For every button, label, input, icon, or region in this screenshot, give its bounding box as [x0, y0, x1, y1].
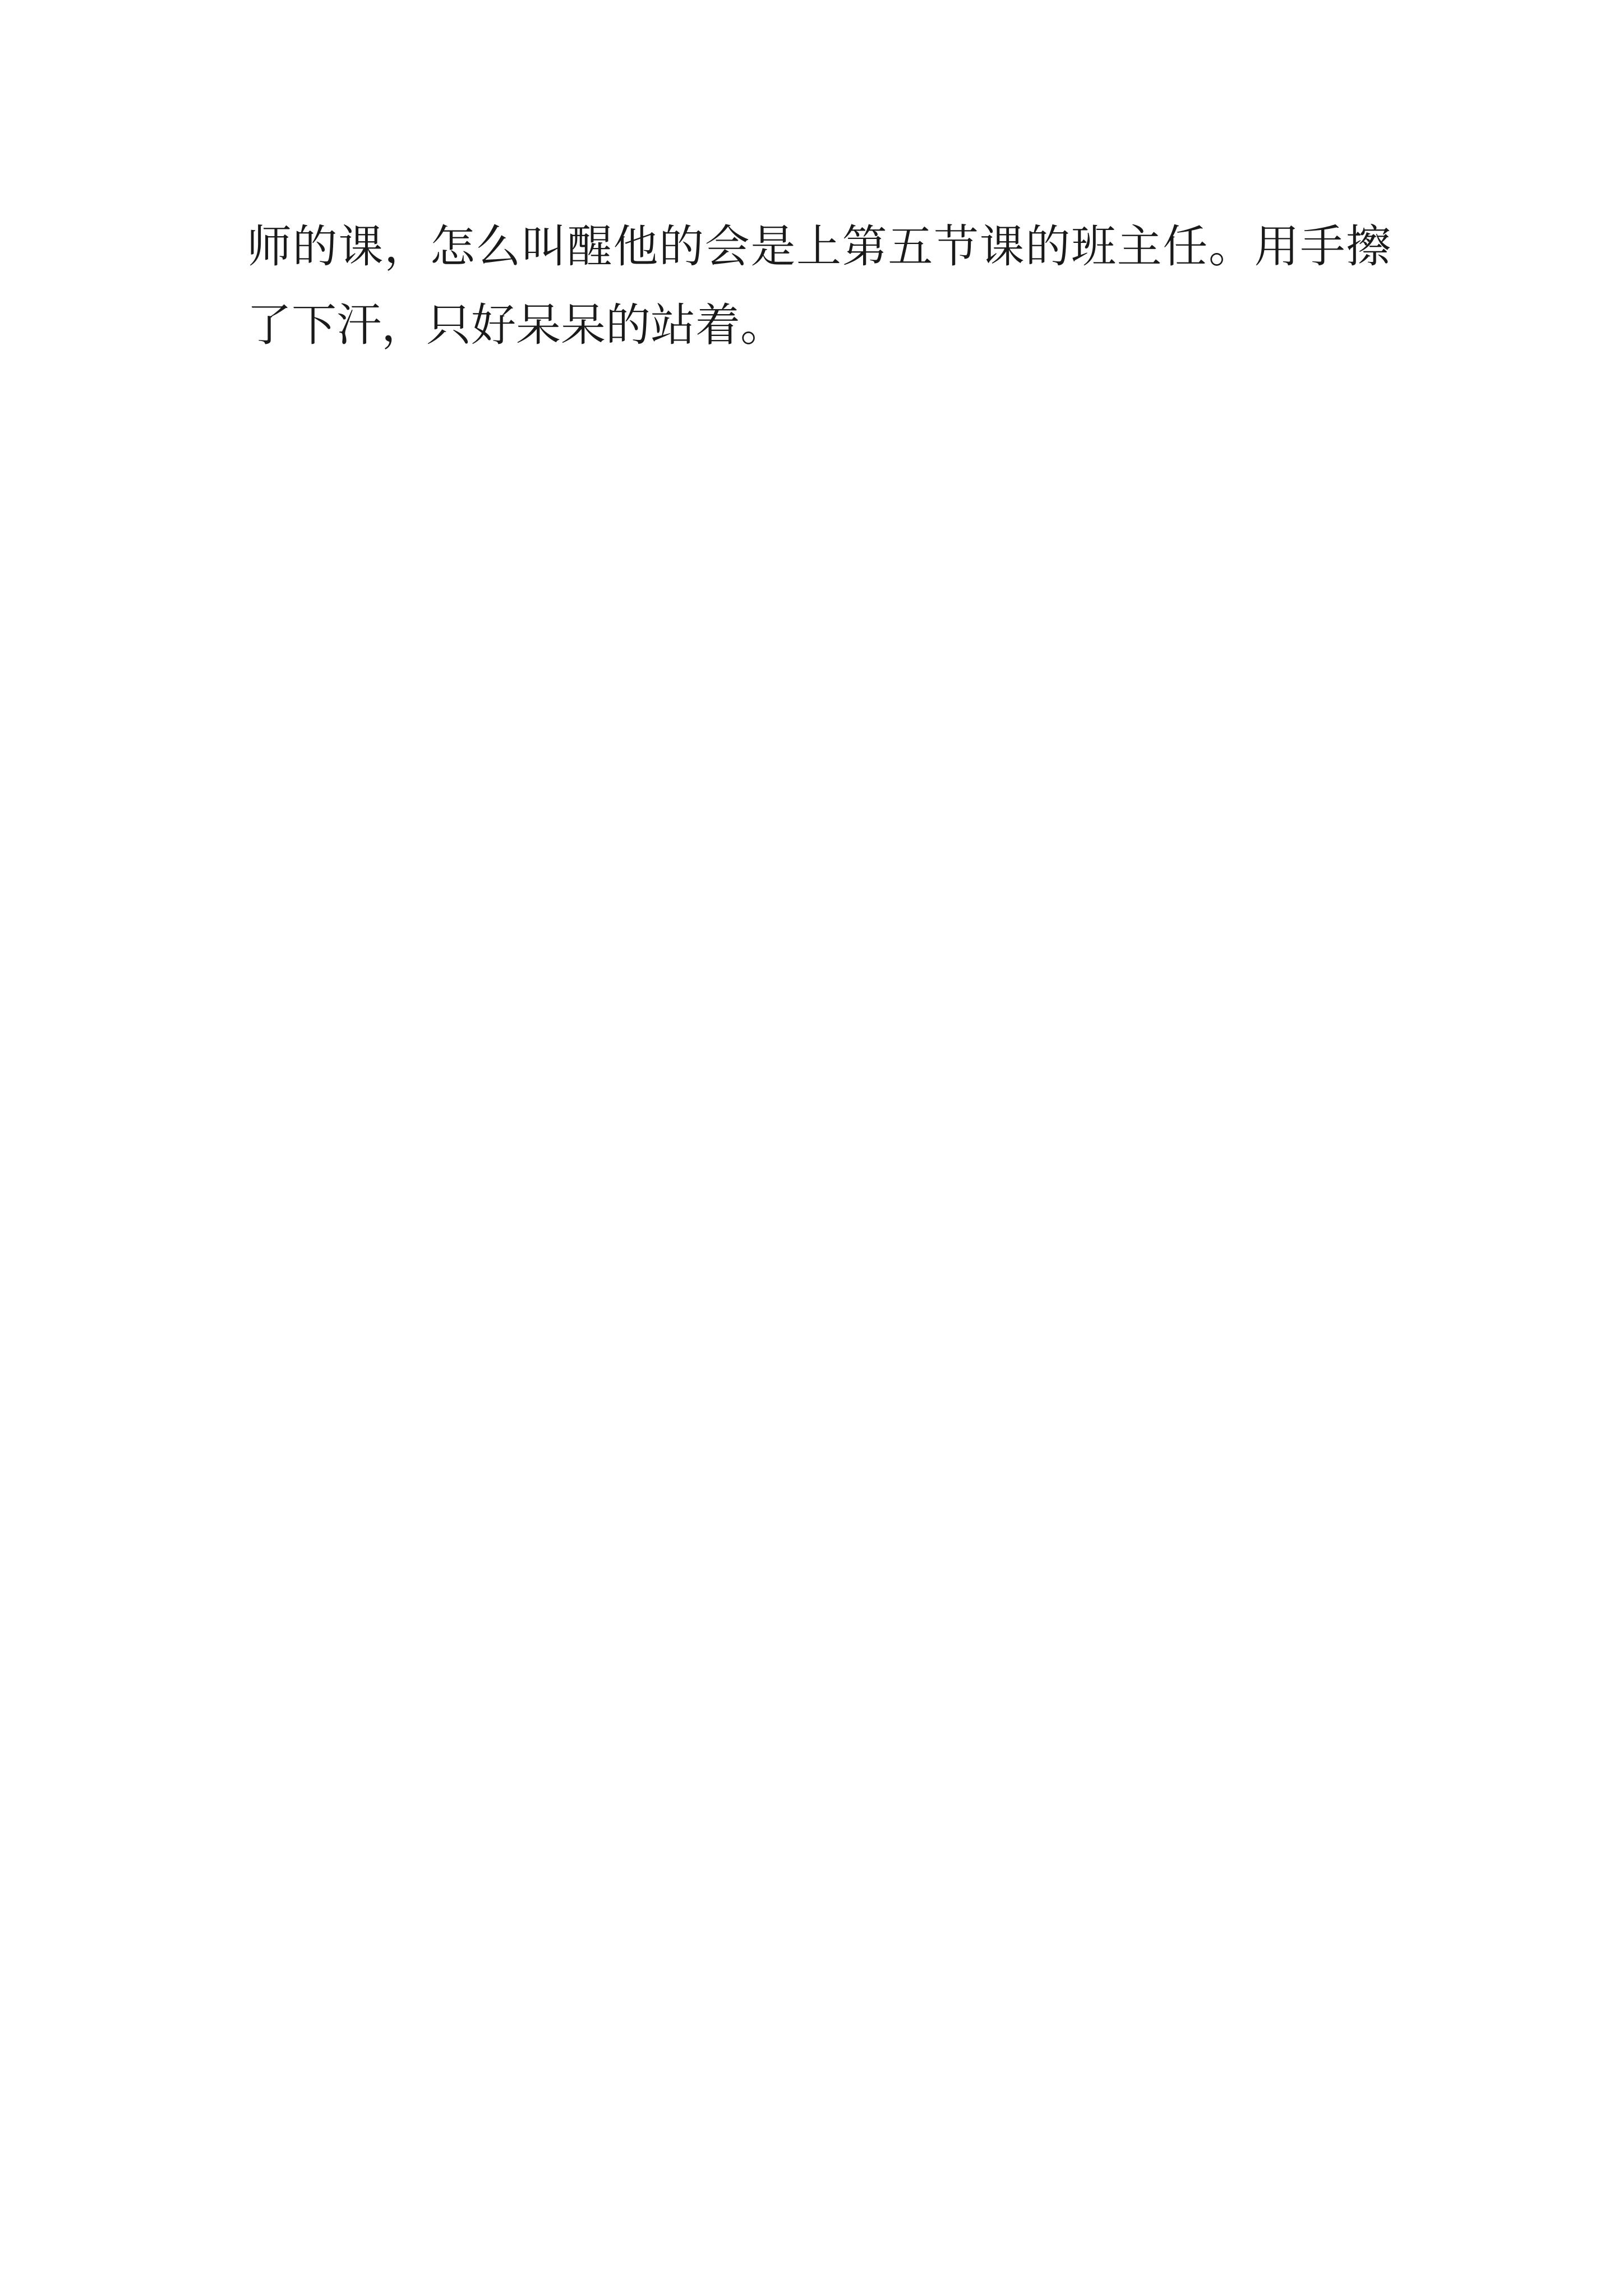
document-page: [247, 208, 1391, 365]
paragraph-1: 师的课，怎么叫醒他的会是上第五节课的班主任。用手擦了下汗，只好呆呆的站着。: [247, 220, 1391, 351]
